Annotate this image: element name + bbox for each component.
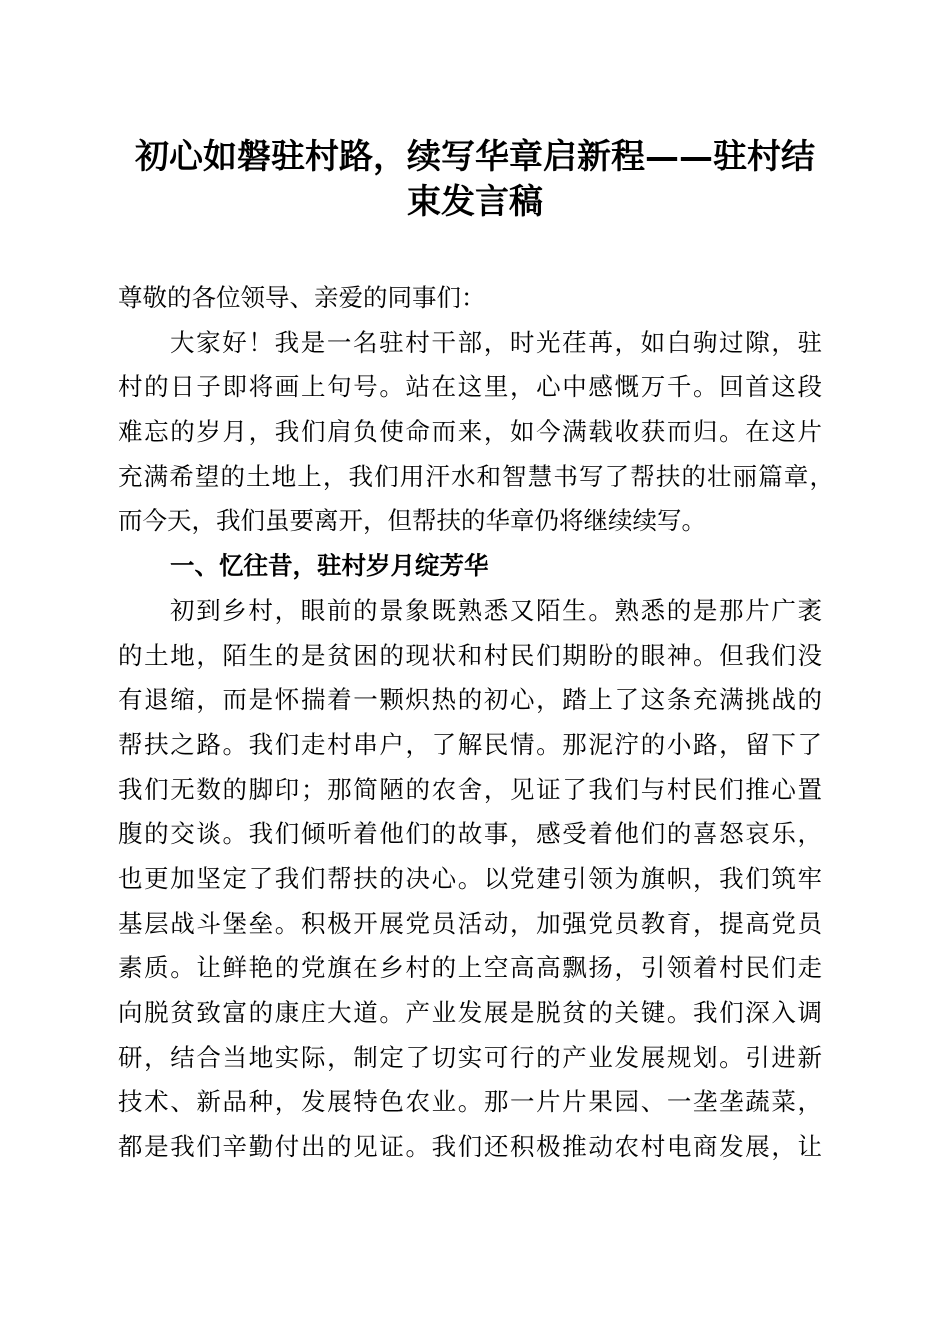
paragraph-line: 都是我们辛勤付出的见证。我们还积极推动农村电商发展，让 — [118, 1132, 822, 1162]
paragraph-line: 难忘的岁月，我们肩负使命而来，如今满载收获而归。在这片 — [118, 417, 822, 447]
salutation: 尊敬的各位领导、亲爱的同事们： — [118, 283, 486, 312]
paragraph-line: 而今天，我们虽要离开，但帮扶的华章仍将继续续写。 — [118, 506, 706, 536]
paragraph-line: 帮扶之路。我们走村串户，了解民情。那泥泞的小路，留下了 — [118, 729, 822, 759]
section-heading: 一、忆往昔，驻村岁月绽芳华 — [170, 551, 489, 581]
paragraph-line: 基层战斗堡垒。积极开展党员活动，加强党员教育，提高党员 — [118, 908, 822, 938]
title-line-2: 束发言稿 — [407, 182, 543, 222]
paragraph-line: 充满希望的土地上，我们用汗水和智慧书写了帮扶的壮丽篇章， — [118, 461, 834, 491]
paragraph-line: 村的日子即将画上句号。站在这里，心中感慨万千。回首这段 — [118, 372, 822, 402]
paragraph-line: 研，结合当地实际，制定了切实可行的产业发展规划。引进新 — [118, 1042, 822, 1072]
paragraph-line: 有退缩，而是怀揣着一颗炽热的初心，踏上了这条充满挑战的 — [118, 685, 822, 715]
document-title — [110, 135, 840, 225]
paragraph-line: 素质。让鲜艳的党旗在乡村的上空高高飘扬，引领着村民们走 — [118, 953, 822, 983]
paragraph-line: 腹的交谈。我们倾听着他们的故事，感受着他们的喜怒哀乐， — [118, 819, 822, 849]
paragraph-line: 的土地，陌生的是贫困的现状和村民们期盼的眼神。但我们没 — [118, 640, 822, 670]
paragraph-line: 初到乡村，眼前的景象既熟悉又陌生。熟悉的是那片广袤 — [170, 595, 822, 625]
paragraph-line: 大家好！我是一名驻村干部，时光荏苒，如白驹过隙，驻 — [170, 327, 822, 357]
paragraph-line: 我们无数的脚印；那简陋的农舍，见证了我们与村民们推心置 — [118, 774, 822, 804]
paragraph-line: 也更加坚定了我们帮扶的决心。以党建引领为旗帜，我们筑牢 — [118, 863, 822, 893]
paragraph-line: 技术、新品种，发展特色农业。那一片片果园、一垄垄蔬菜， — [118, 1087, 822, 1117]
title-line-1: 初心如磐驻村路，续写华章启新程——驻村结 — [135, 137, 815, 177]
paragraph-line: 向脱贫致富的康庄大道。产业发展是脱贫的关键。我们深入调 — [118, 998, 822, 1027]
document-body — [118, 276, 834, 1170]
